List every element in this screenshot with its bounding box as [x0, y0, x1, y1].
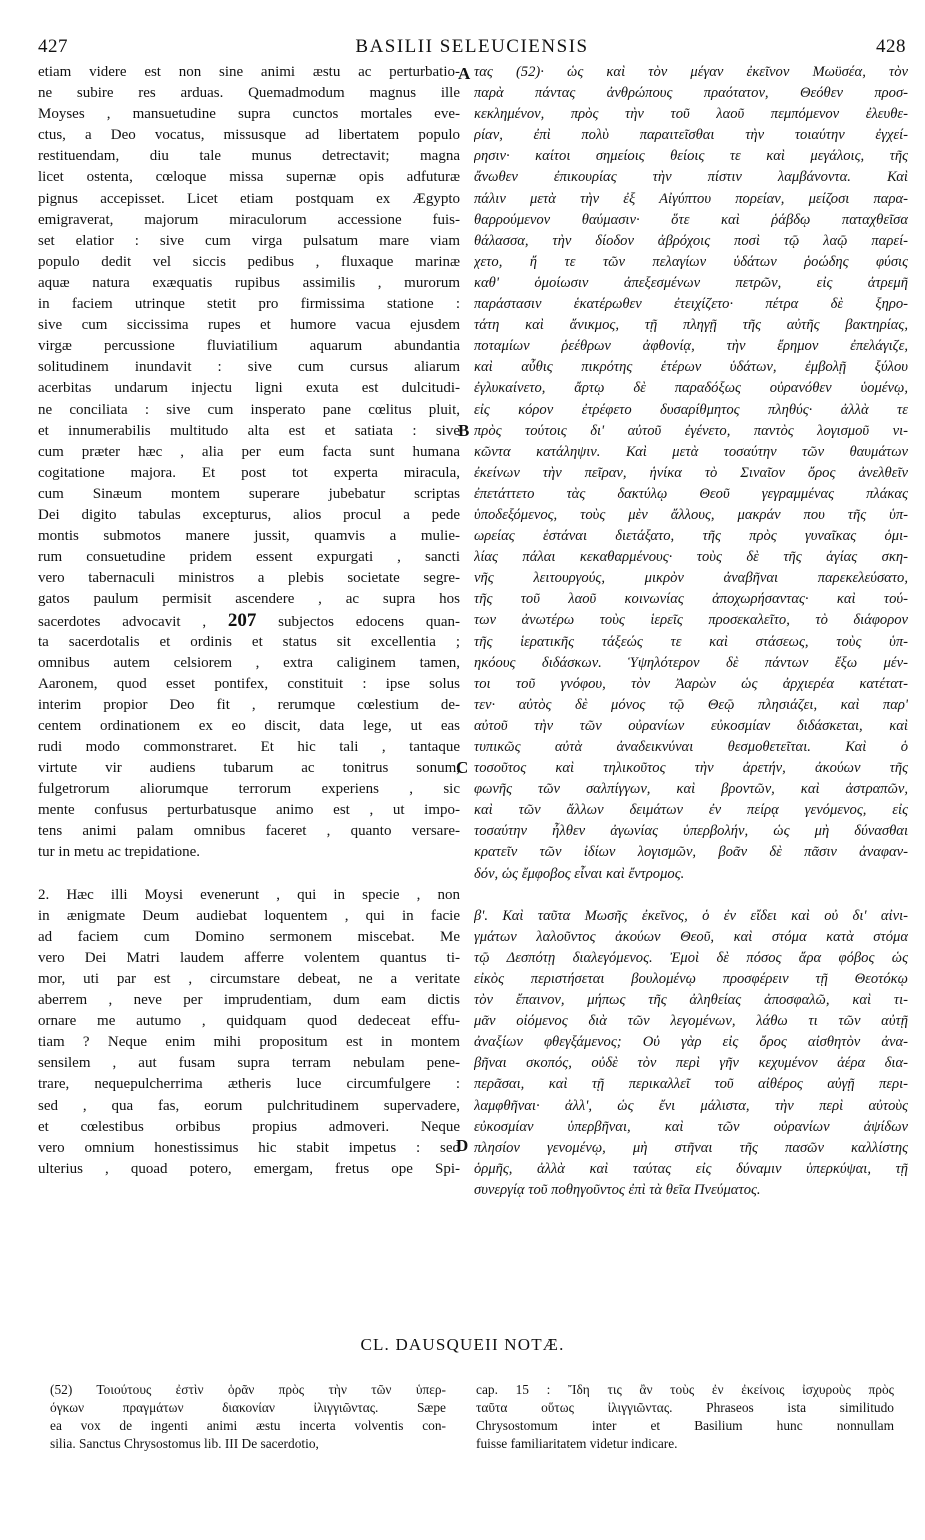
text-line: centem ordinationem ex eo discit, data lege, ut eas	[38, 717, 460, 734]
text-line: aberrem , neve per imprudentiam, dum eam dictis	[38, 992, 460, 1009]
text-line: 2. Hæc illi Moysi evenerunt , qui in specie , non	[38, 886, 460, 903]
text-line: ne subire res arduas. Quemadmodum magnus ille	[38, 85, 460, 102]
text-line: φωνῆς τῶν σαλπίγγων, καὶ βροντῶν, καὶ ἀστραπῶν,	[474, 781, 908, 798]
running-header	[38, 36, 906, 62]
text-line: κρατεῖν τῶν ἰδίων λογισμῶν, βοᾶν δὲ πᾶσιν ἀναφαν-	[474, 844, 908, 861]
text-line: in faciem utrinque stetit pro firmissima statione :	[38, 296, 460, 313]
text-line: sed , qua fas, eorum pulchritudinem supervadere,	[38, 1097, 460, 1114]
text-line: συνεργίᾳ τοῦ ποθηγοῦντος ἐπὶ τὰ θεῖα Πνεύματος.	[474, 1181, 761, 1198]
greek-column	[474, 62, 908, 1201]
text-line: in ænigmate Deum audiebat loquentem , qui in facie	[38, 907, 460, 924]
text-line: ἐκείνων τὴν πεῖραν, ἡνίκα τὸ Σιναῖον ὄρος ἀνελθεῖν	[474, 464, 908, 481]
text-line: fuisse familiaritatem videtur indicare.	[476, 1436, 678, 1451]
text-line: licet ostenta, cœloque missa supernæ opis adfuturæ	[38, 169, 460, 186]
text-line: ρησιν· καίτοι σημείοις θείοις τε καὶ μεγάλοις, τῆς	[474, 148, 908, 165]
text-line: tens animi palam omnibus faceret , quanto versare-	[38, 823, 460, 840]
text-line: montis submotos manere jussit, quamvis a mulie-	[38, 528, 460, 545]
text-line: τυπικῶς αὐτὰ ἀναδεικνύναι θεσμοθετεῖται. Καὶ ὁ	[474, 739, 908, 755]
text-line: sensilem , aut fusam supra terram nebulam pene-	[38, 1055, 460, 1072]
text-line: τάτη καὶ ἄνικμος, τῇ πληγῇ τῆς αὐτῆς βακτηρίας,	[474, 317, 908, 334]
text-line: cogitatione majora. Et post tot experta miracula,	[38, 464, 460, 481]
section-marker-c: C	[456, 758, 469, 777]
text-line: ne conciliata : sive cum insperato pane cœlitus pluit,	[38, 401, 460, 418]
text-line: ad faciem cum Domino sermonem miscebat. Me	[38, 928, 460, 945]
text-fragment: subjectos edocens quan-	[278, 614, 460, 631]
text-line: vero Dei Matri laudem afferre volentem quantus ti-	[38, 949, 460, 966]
text-line: τοσαύτην ἦλθεν ἀγωνίας ὑπερβολήν, ὡς μὴ δύνασθαι	[474, 823, 908, 840]
text-line: rudi modo commonstraret. Et hic tali , tantaque	[38, 739, 460, 755]
text-line: ἀναξίων φθεγξάμενος; Οὐ γὰρ εἰς ὄρος αἰσθητὸν ἀνα-	[474, 1034, 908, 1051]
text-line: εὐκοσμίαν ὑπερβῆναι, καὶ τῶν οὐρανίων ἀψίδων	[474, 1118, 908, 1135]
text-line: ἐπετάττετο τὰς δακτύλῳ Θεοῦ γεγραμμένας πλάκας	[474, 485, 908, 502]
text-line: καὶ αὖθις πικρότης ἑτέρων ὑδάτων, ἐμβολῇ ξύλου	[474, 359, 908, 376]
text-line: εἰκὸς περιστήσεται βουλομένῳ προσφέρειν τῇ Θεοτόκῳ	[474, 970, 908, 987]
text-line: Chrysostomum inter et Basilium hunc nonnullam	[476, 1418, 894, 1433]
text-line: emigraverat, majorum miraculorum accessione fuis-	[38, 211, 460, 228]
text-line: restituendam, diu tale munus detrectavit; magna	[38, 148, 460, 165]
text-line: τὸν ἔπαινον, μήπως τῆς ἀληθείας ἀποσφαλῶ, καὶ τι-	[474, 992, 908, 1009]
text-line: ta sacerdotalis et ordinis et status sit excellentia ;	[38, 633, 460, 650]
text-line: solitudinem inundavit : sive cum cursus aliarum	[38, 359, 460, 376]
text-line	[38, 610, 460, 631]
text-line: gatos paulum permisit ascendere , ac supra hos	[38, 591, 460, 608]
section-marker-d: D	[456, 1136, 469, 1155]
text-line: τεν· αὐτὸς δὲ μόνος τῷ Θεῷ πλησιάζει, καὶ παρ'	[474, 696, 908, 713]
text-line: χετο, ἤ τε τῶν πελαγίων ὑδάτων ῥοώδης φύσις	[474, 253, 908, 270]
text-line: αὐτοῦ τὴν τῶν οὐρανίων εὐκοσμίαν διδάσκεται, καὶ	[474, 717, 908, 734]
text-line: trare, nequepulcherrima ætheris luce circumfulgere :	[38, 1076, 460, 1093]
section-marker-b: B	[458, 421, 470, 440]
page-number-left: 427	[38, 36, 68, 57]
text-line: όγκων πραγμάτων διακονίαν ἰλιγγιῶντας. Sæpe	[50, 1400, 446, 1415]
text-line: aquæ natura exæquatis rupibus assimilis , murorum	[38, 274, 460, 291]
text-line: virtute vir audiens tubarum ac tonitrus sonum,	[38, 760, 460, 777]
notes-right-column	[476, 1381, 894, 1453]
text-line: πρὸς τούτοις δι' αὐτοῦ ἐγένετο, παντὸς λογισμοῦ νι-	[474, 422, 908, 439]
text-line: cum Sinæum montem superare jubebatur scriptas	[38, 485, 460, 502]
text-line: κεκλημένον, πρὸς τὴν τοῦ λαοῦ πεμπόμενον ἐλευθε-	[474, 106, 908, 123]
text-line: πάλιν μετὰ τὴν ἐξ Αἰγύπτου πορείαν, μείζοσι παρα-	[474, 190, 908, 207]
text-line: πλησίον γενομένῳ, μὴ στῆναι τῆς πασῶν καλλίστης	[474, 1139, 908, 1156]
text-line: τῆς ἱερατικῆς τάξεώς τε καὶ στάσεως, τοὺς ὑπ-	[474, 633, 908, 650]
text-line: ηκόους διδάσκων. Ὑψηλότερον δὲ πάντων ἔξω μέν-	[474, 654, 908, 671]
text-line: (52) Τοιούτους ἐστὶν ὁρᾶν πρὸς τὴν τῶν ὑπερ-	[50, 1382, 446, 1397]
text-line: τας (52)· ὡς καὶ τὸν μέγαν ἐκεῖνον Μωϋσέα, τὸν	[474, 64, 908, 80]
text-line: Moyses , mansuetudine supra cunctos mortales eve-	[38, 106, 460, 123]
text-line: ornare me autumo , quidquam quod dedeceat effu-	[38, 1013, 460, 1030]
text-line: λαμφθῆναι· ἀλλ', ὡς ἔνι μάλιστα, τὴν περὶ αὐτοὺς	[474, 1097, 908, 1114]
paragraph-gap	[38, 864, 460, 885]
running-title: BASILII SELEUCIENSIS	[355, 36, 589, 57]
text-line: etiam videre est non sine animi æstu ac perturbatio-	[38, 64, 460, 80]
text-line: τοσοῦτος καὶ τηλικοῦτος τὴν ἀρετήν, ἀκούων τῆς	[474, 760, 908, 777]
text-line: λίας πάλαι κεκαθαρμένους· τοὺς δὲ τῆς ἁγίας σκη-	[474, 549, 908, 566]
paragraph-gap	[474, 885, 908, 906]
text-line: παράστασιν ἑκατέρωθεν ἐτειχίζετο· πέτρα δὲ ξηρο-	[474, 296, 908, 313]
text-line: omnibus autem celsiorem , extra caliginem tamen,	[38, 654, 460, 671]
text-line: ἄνωθεν ἐπικουρίας τὴν πίστιν λαμβάνοντα. Καὶ	[474, 169, 908, 186]
text-line: τῷ Δεσπότῃ διαλεγόμενος. Ἐμοὶ δὲ πόσος ἄρα φόβος ὡς	[474, 949, 908, 966]
text-line: ωρείας ἑστάναι διετάξατο, τῆς πρὸς γυναῖκας ὁμι-	[474, 528, 908, 545]
latin-column	[38, 62, 460, 1180]
text-line: tur in metu ac trepidatione.	[38, 844, 201, 861]
text-line: καὶ τῶν ἄλλων δειμάτων ἐν πείρᾳ γενόμενος, εἰς	[474, 802, 908, 819]
text-line: ταῦτα οὕτως ἰλιγγιῶντας. Phraseos ista similitudo	[476, 1400, 894, 1415]
notes-title: CL. DAUSQUEII NOTÆ.	[360, 1335, 565, 1354]
text-line: et innumerabilis multitudo alta est et satiata : sive	[38, 422, 460, 439]
text-line: pignus accepisset. Licet etiam postquam ex Ægypto	[38, 190, 460, 207]
text-line: ea vox de ingenti animi æstu incerta volventis con-	[50, 1418, 446, 1433]
text-line: cap. 15 : Ἴδη τις ἂν τοὺς ἐν ἐκείνοις ἰσχυροὺς πρὸς	[476, 1382, 894, 1397]
text-line: vero tabernaculi ministros a plebis societate segre-	[38, 570, 460, 587]
text-line: θάλασσα, τὴν δίοδον ἀβρόχοις ποσὶ τῷ λαῷ παρεί-	[474, 232, 908, 249]
text-line: θαρρούμενον θαύμασιν· ὅτε καὶ ῥάβδῳ παταχθεῖσα	[474, 211, 908, 228]
text-line: ἐγλυκαίνετο, ἄρτῳ δὲ παραδόξως οὐρανόθεν ὑομένῳ,	[474, 380, 908, 397]
text-line: set elatior : sive cum virga pulsatum mare viam	[38, 232, 460, 249]
text-line: ὁρμῆς, ἀλλὰ καὶ ταύτας εἰς δύναμιν ὑπερκύψαι, τῇ	[474, 1160, 908, 1177]
text-line: τῆς τοῦ λαοῦ κοινωνίας ἀποχωρήσαντας· καὶ τού-	[474, 591, 908, 608]
text-line: vero omnium honestissimus hic stabit impetus : sed	[38, 1139, 460, 1156]
text-line: et cœlestibus orbibus propius admoveri. Neque	[38, 1118, 460, 1135]
page-number-right: 428	[876, 36, 906, 57]
text-line: mor, uti par est , circumstare debeat, ne a veritate	[38, 970, 460, 987]
text-line: ρίαν, ἐπὶ πολὺ παραιτεῖσθαι τὴν τοιαύτην ἐγχεί-	[474, 127, 908, 144]
text-line: κῶντα κατάληψιν. Καὶ μετὰ τοσαύτην τῶν θαυμάτων	[474, 443, 908, 460]
text-line: virgæ percussione fluviatilium aquarum abundantia	[38, 338, 460, 355]
section-marker-a: A	[458, 64, 471, 83]
text-line: tiam ? Neque enim mihi propositum est in montem	[38, 1034, 460, 1051]
text-line: rum consuetudine pridem essent expurgati , sancti	[38, 549, 460, 566]
text-line: των ἀνωτέρω τοὺς ἱερεῖς προσεκαλεῖτο, τὸ διάφορον	[474, 612, 908, 629]
text-line: ctus, a Deo vocatus, missusque ad libertatem populo	[38, 127, 460, 144]
text-line: καθ' ὁμοίωσιν ἀπεξεσμένων πετρῶν, εἰς ἀτρεμῆ	[474, 274, 908, 291]
notes-left-column	[50, 1381, 446, 1453]
text-line: γμάτων λαλοῦντος ἀκούων Θεοῦ, καὶ στόμα κατὰ στόμα	[474, 928, 908, 945]
text-fragment: sacerdotes advocavit ,	[38, 614, 207, 631]
text-line: cum præter hæc , alia per eum facta sunt humana	[38, 443, 460, 460]
text-line: εἰς κόρον ἐτρέφετο δυσαρίθμητος πληθύς· ἀλλὰ τε	[474, 401, 908, 418]
text-line: Dei digito tabulas excepturus, alios procul a pede	[38, 506, 460, 523]
text-line: sive cum siccissima rupes et humore vacua ejusdem	[38, 317, 460, 334]
text-line: νῆς λειτουργούς, μικρὸν ἀναβῆναι παρεκελεύσατο,	[474, 570, 908, 587]
text-line: fulgetrorum aliorumque terrorum experiens , sic	[38, 781, 460, 798]
text-line: interim propior Deo fit , rerumque cœlestium de-	[38, 696, 460, 713]
text-line: βῆναι σκοπός, οὐδὲ τὸν περὶ γῆν κεχυμένον ἀέρα δια-	[474, 1055, 908, 1072]
text-line: μᾶν οἰόμενος διὰ τῶν λεγομένων, λάθω τι τῶν αὐτῇ	[474, 1013, 908, 1030]
text-line: populo dedit vel siccis pedibus , fluxaque marinæ	[38, 253, 460, 270]
text-line: τοι τοῦ γνόφου, τὸν Ἀαρὼν ὡς ἀρχιερέα κατέτατ-	[474, 675, 908, 692]
text-line: παρὰ πάντας ἀνθρώπους πραότατον, Θεόθεν προσ-	[474, 85, 908, 102]
text-line: ποταμίων ῥεέθρων ἀφθονίᾳ, τὴν ἔρημον ἐπελάγιζε,	[474, 338, 908, 355]
text-line: silia. Sanctus Chrysostomus lib. III De sacerdotio,	[50, 1436, 319, 1451]
text-line: ὑποδεξόμενος, τοὺς μὲν ἄλλους, μακράν που τῆς ὑπ-	[474, 506, 908, 523]
text-line: ulterius , quoad potero, emergam, fretus ope Spi-	[38, 1160, 460, 1177]
text-line: Aaronem, quod esset pontifex, constituit : ipse solus	[38, 675, 460, 692]
text-line: β'. Καὶ ταῦτα Μωσῆς ἐκεῖνος, ὁ ἐν εἴδει καὶ οὐ δι' αἰνι-	[474, 907, 908, 924]
edition-page-number: 207	[227, 610, 257, 632]
text-line: περᾶσαι, καὶ τῇ περικαλλεῖ τοῦ αἰθέρος αὐγῇ περι-	[474, 1076, 908, 1093]
text-line: acerbitas undarum injectu ligni exuta est dulcitudi-	[38, 380, 460, 397]
text-line: δόν, ὡς ἔμφοβος εἶναι καὶ ἔντρομος.	[474, 865, 685, 882]
text-line: mente confusus perturbatusque animo est , ut impo-	[38, 802, 460, 819]
